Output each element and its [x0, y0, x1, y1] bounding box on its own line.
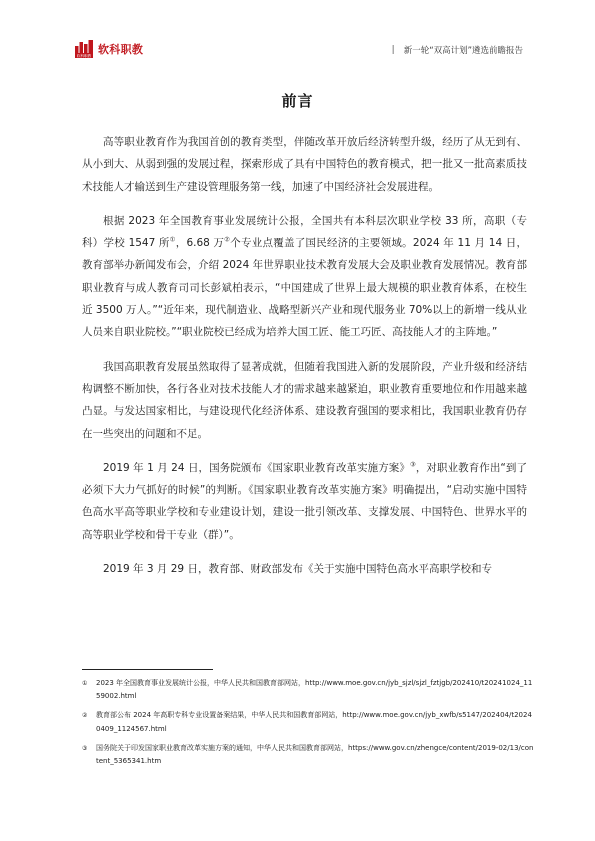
brand-logo: [75, 40, 143, 58]
footnote-text: 国务院关于印发国家职业教育改革实施方案的通知，中华人民共和国教育部网站，https://www.gov.cn/zhengce/content/2019-02/13/content_5365341.htm: [96, 743, 534, 766]
body-text: [82, 131, 527, 592]
paragraph-text: 根据 2023 年全国教育事业发展统计公报，全国共有本科层次职业学校 33 所，高职（专科）学校 1547 所: [82, 214, 527, 250]
page-title: 前言: [281, 92, 314, 110]
footnote: [82, 742, 534, 768]
paragraph-text: 2019 年 1 月 24 日，国务院颁布《国家职业教育改革实施方案》: [103, 461, 410, 474]
footnote-divider: [82, 669, 213, 670]
body-paragraph: [82, 210, 527, 344]
paragraph-text: 高等职业教育作为我国首创的教育类型，伴随改革开放后经济转型升级，经历了从无到有、从小到大、从弱到强的发展过程，探索形成了具有中国特色的教育模式，把一批又一批高素质技术技能人才输送到生产建设管理服务第一线，加速了中国经济社会发展进程。: [82, 136, 527, 193]
logo-badge-text: 软科职教: [76, 54, 92, 58]
paragraph-text: ，对职业教育作出“到了必须下大力气抓好的时候”的判断。《国家职业教育改革实施方案》明确提出，“启动实施中国特色高水平高等职业学校和专业建设计划，建设一批引领改革、支撑发展、中国特色、世界水平的高等职业学校和骨干专业（群）”。: [82, 461, 527, 541]
footnote: [82, 677, 534, 703]
page-header: [0, 0, 595, 70]
footnotes: [82, 677, 534, 774]
footnote-ref[interactable]: ①: [169, 235, 176, 244]
paragraph-text: 2019 年 3 月 29 日，教育部、财政部发布《关于实施中国特色高水平高职学校和专: [103, 563, 492, 576]
paragraph-text: 个专业点覆盖了国民经济的主要领域。2024 年 11 月 14 日，教育部举办新闻发布会，介绍 2024 年世界职业技术教育发展大会及职业教育发展情况。教育部职业教育与成人教育司司长彭斌柏表示，“中国建成了世界上最大规模的职业教育体系，在校生近 3500 万人。”“近年来，现代制造业、战略型新兴产业和现代服务业 70%以上的新增一线从业人员来自职业院校。”“职业院校已经成为培养大国工匠、能工巧匠、高技能人才的主阵地。”: [82, 237, 527, 339]
header-separator: |: [391, 45, 395, 55]
brand-name: 软科职教: [98, 43, 144, 56]
footnote-ref[interactable]: ③: [409, 460, 416, 469]
footnote-text: 教育部公布 2024 年高职专科专业设置备案结果，中华人民共和国教育部网站，http://www.moe.gov.cn/jyb_xwfb/s5147/202404/t20240409_1124567.html: [96, 711, 532, 733]
footnote-ref[interactable]: ②: [224, 235, 231, 244]
body-paragraph: [82, 558, 527, 580]
report-title: 新一轮“双高计划”遴选前瞻报告: [403, 46, 523, 56]
footnote-mark: ②: [82, 712, 88, 720]
footnote-mark: ①: [82, 680, 88, 687]
report-title-group: [392, 44, 523, 56]
paragraph-text: ，6.68 万: [175, 237, 225, 250]
paragraph-text: 我国高职教育发展虽然取得了显著成就，但随着我国进入新的发展阶段，产业升级和经济结构调整不断加快，各行各业对技术技能人才的需求越来越紧迫，职业教育重要地位和作用越来越凸显。与发达国家相比，与建设现代化经济体系、建设教育强国的要求相比，我国职业教育仍存在一些突出的问题和不足。: [82, 360, 527, 440]
body-paragraph: [82, 457, 527, 546]
body-paragraph: [82, 356, 527, 445]
footnote: [82, 709, 534, 735]
footnote-mark: ③: [82, 744, 88, 752]
body-paragraph: [82, 131, 527, 198]
logo-icon: [75, 40, 93, 58]
footnote-text: 2023 年全国教育事业发展统计公报，中华人民共和国教育部网站，http://www.moe.gov.cn/jyb_sjzl/sjzl_fztjgb/202410/t20241024_1159002.html: [96, 679, 533, 701]
